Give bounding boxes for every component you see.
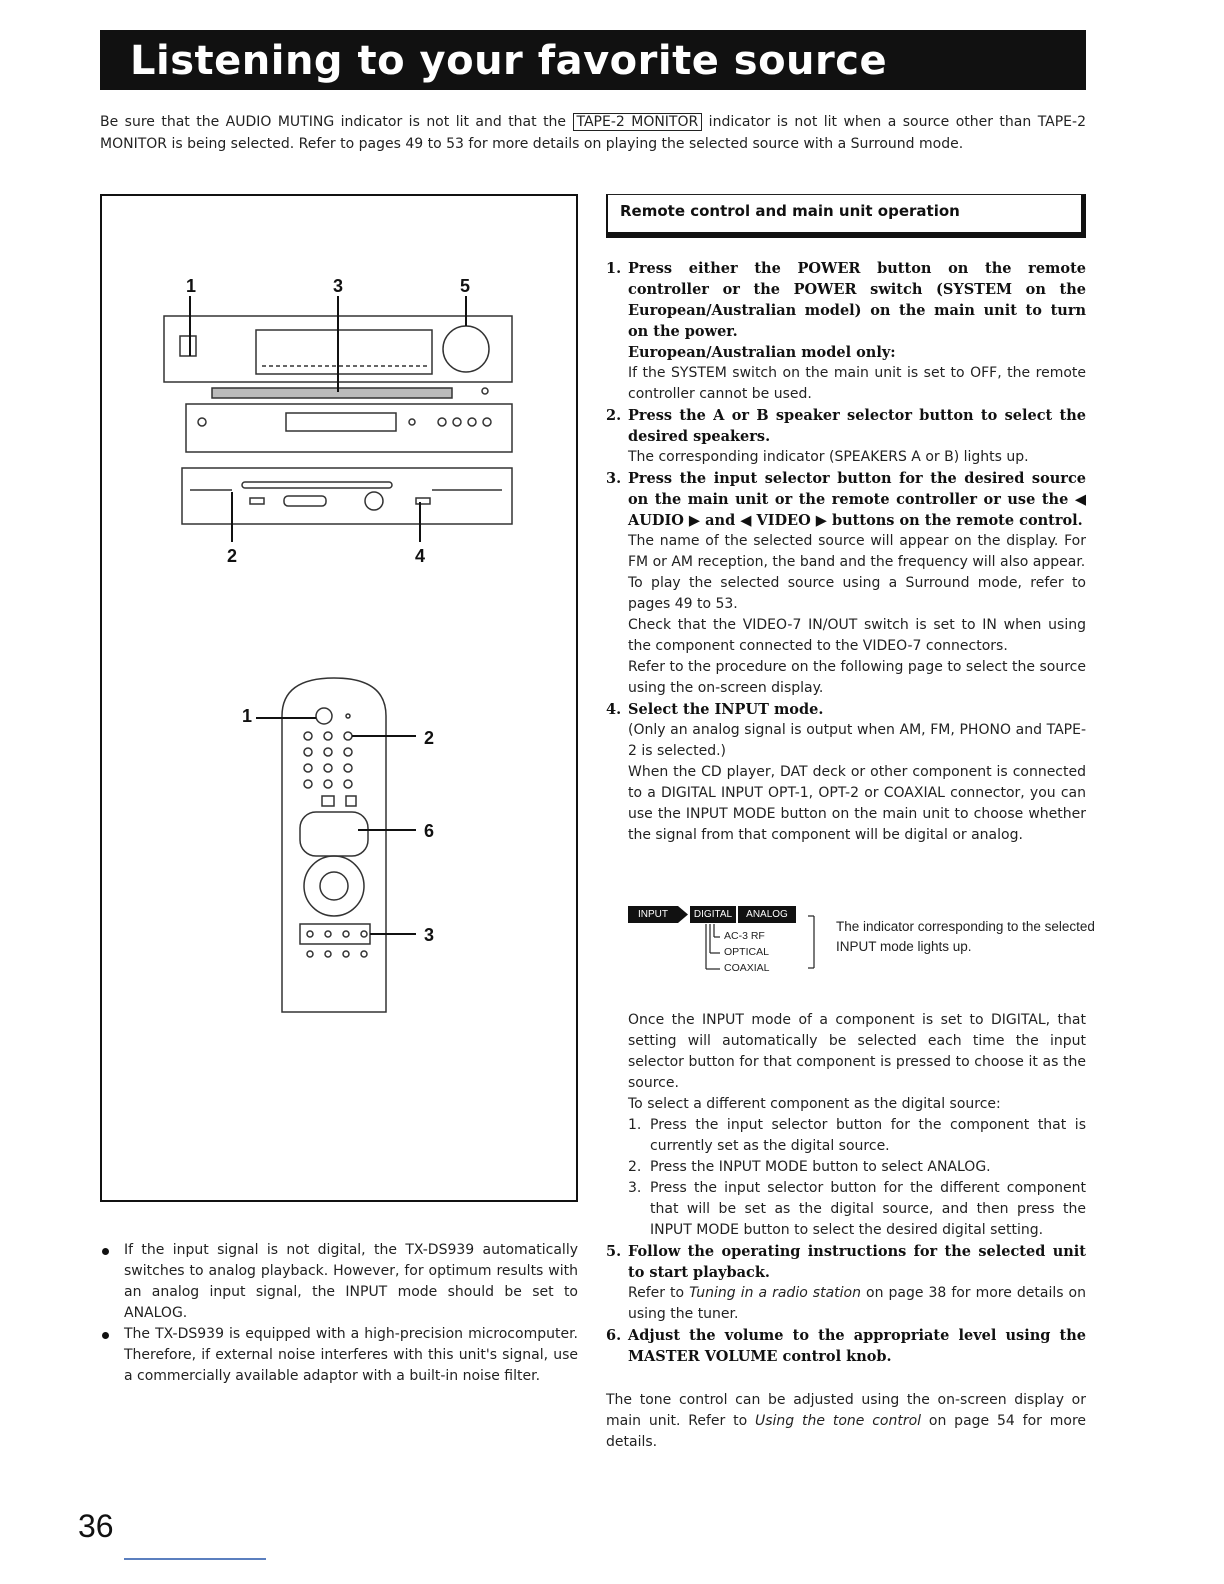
step-number: 1. <box>606 260 622 277</box>
volume-knob <box>443 326 489 372</box>
indicator-note: The indicator corresponding to the selected INPUT mode lights up. <box>836 919 1095 954</box>
step-number: 2. <box>606 407 622 424</box>
substep-text: Press the input selector button for the different component that will be set as the digital source, and then press the INPUT MODE button to select the desired digital setting. <box>650 1180 1086 1238</box>
callout-4-unit: 4 <box>415 546 426 566</box>
digital-source-intro: To select a different component as the digital source: <box>628 1096 1001 1112</box>
digital-setting-para: Once the INPUT mode of a component is set to DIGITAL, that setting will automatically be selected each time the input selector button for that component is pressed to choose it as the source. <box>628 1012 1086 1091</box>
steps-5-6 <box>606 1241 1086 1367</box>
callout-3-unit: 3 <box>333 276 344 296</box>
substep-number: 1. <box>628 1117 642 1133</box>
tuning-reference: Tuning in a radio station <box>689 1285 861 1301</box>
note-item <box>100 1324 578 1387</box>
intro-paragraph <box>100 111 1086 155</box>
bullet-dot-icon <box>102 1248 109 1255</box>
section-heading-box <box>606 194 1086 238</box>
tape2-monitor-indicator: TAPE-2 MONITOR <box>573 113 703 131</box>
step-heading: Adjust the volume to the appropriate level using the MASTER VOLUME control knob. <box>628 1327 1086 1365</box>
note-text: If the input signal is not digital, the TX-DS939 automatically switches to analog playback. However, for optimum results with an analog input signal, the INPUT mode should be set to ANALOG. <box>124 1242 578 1321</box>
callout-3-remote: 3 <box>424 925 435 945</box>
receiver-display <box>256 330 432 374</box>
step-heading: Press either the POWER button on the remote controller or the POWER switch (SYSTEM on the European/Australian model) on the main unit to turn on the power. <box>628 260 1086 340</box>
closing-text-pre: The tone control can be adjusted using the on-screen display or main unit. Refer to <box>606 1392 1086 1429</box>
step-number: 3. <box>606 470 622 487</box>
closing-paragraph <box>606 1390 1086 1453</box>
step-body: If the SYSTEM switch on the main unit is set to OFF, the remote controller cannot be used. <box>628 365 1086 402</box>
title-bar <box>100 30 1086 90</box>
step-body <box>628 1283 1086 1325</box>
remote-jog-dial <box>304 856 364 916</box>
step-4 <box>606 699 1086 846</box>
illustration-figure <box>100 194 578 1202</box>
notes-list <box>100 1240 578 1387</box>
receiver-remote-illustration <box>102 196 576 1200</box>
closing-text <box>606 1390 1086 1453</box>
step-heading: Follow the operating instructions for the selected unit to start playback. <box>628 1243 1086 1281</box>
step-number: 5. <box>606 1243 622 1260</box>
callout-2-unit: 2 <box>227 546 238 566</box>
step-body-text: on page 38 for more details on using the tuner. <box>628 1285 1086 1322</box>
step-2 <box>606 405 1086 468</box>
analog-chip: ANALOG <box>738 906 796 923</box>
step-5 <box>606 1241 1086 1325</box>
step-3 <box>606 468 1086 699</box>
remote-body <box>282 678 386 1012</box>
substep-number: 3. <box>628 1180 642 1196</box>
callout-1-unit: 1 <box>186 276 197 296</box>
step-heading: Press the input selector button for the desired source on the main unit or the remote controller or use the ◀ AUDIO ▶ and ◀ VIDEO ▶ buttons on the remote control. <box>628 470 1086 529</box>
closing-text-post: on page 54 for more details. <box>606 1413 1086 1450</box>
substep-text: Press the INPUT MODE button to select ANALOG. <box>650 1159 991 1175</box>
step-body: The name of the selected source will appear on the display. For FM or AM reception, the band and the frequency will also appear. <box>628 533 1086 570</box>
callout-5-unit: 5 <box>460 276 471 296</box>
step-heading: Select the INPUT mode. <box>628 701 824 718</box>
step-1 <box>606 258 1086 405</box>
callout-2-remote: 2 <box>424 728 435 748</box>
bullet-dot-icon <box>102 1332 109 1339</box>
step-body-text: Refer to <box>628 1285 690 1301</box>
step-number: 6. <box>606 1327 622 1344</box>
note-item <box>100 1240 578 1324</box>
step-body: When the CD player, DAT deck or other component is connected to a DIGITAL INPUT OPT-1, OPT-2 or COAXIAL connector, you can use the INPUT MODE button on the main unit to choose whether the signal from that component will be digital or analog. <box>628 764 1086 843</box>
substep-text: Press the input selector button for the component that is currently set as the digital source. <box>650 1117 1086 1154</box>
section-heading: Remote control and main unit operation <box>620 202 960 220</box>
step-body: Refer to the procedure on the following page to select the source using the on-screen display. <box>628 659 1086 696</box>
steps-list <box>606 258 1086 846</box>
step-subheading: European/Australian model only: <box>628 344 896 361</box>
substep-3 <box>628 1178 1086 1241</box>
input-chip: INPUT <box>628 906 678 923</box>
step-body: (Only an analog signal is output when AM, FM, PHONO and TAPE-2 is selected.) <box>628 722 1086 759</box>
substep-1 <box>628 1115 1086 1157</box>
step-body: To play the selected source using a Surround mode, refer to pages 49 to 53. <box>628 575 1086 612</box>
tone-control-reference: Using the tone control <box>754 1413 922 1429</box>
intro-text-1: Be sure that the AUDIO MUTING indicator is not lit and that the <box>100 114 573 130</box>
ac3-rf-label: AC-3 RF <box>724 930 765 942</box>
substep-number: 2. <box>628 1159 642 1175</box>
step-body: The corresponding indicator (SPEAKERS A or B) lights up. <box>628 449 1029 465</box>
intro-text-2: indicator is not lit when a source other than TAPE-2 MONITOR is being selected. Refer to pages 49 to 53 for more details on playing the selected source with a Surround mode. <box>100 114 1086 152</box>
receiver-lower-panel <box>186 404 512 452</box>
optical-label: OPTICAL <box>724 946 769 958</box>
footer-rule <box>124 1558 266 1560</box>
note-text: The TX-DS939 is equipped with a high-precision microcomputer. Therefore, if external noise interferes with this unit's signal, use a commercially available adaptor with a built-in noise filter. <box>124 1326 578 1384</box>
callout-1-remote: 1 <box>242 706 253 726</box>
page-title: Listening to your favorite source <box>130 38 888 84</box>
input-mode-indicator-figure <box>628 906 1095 976</box>
callout-6-remote: 6 <box>424 821 435 841</box>
step-body: Check that the VIDEO-7 IN/OUT switch is set to IN when using the component connected to the VIDEO-7 connectors. <box>628 617 1086 654</box>
step-heading: Press the A or B speaker selector button to select the desired speakers. <box>628 407 1086 445</box>
coaxial-label: COAXIAL <box>724 962 770 974</box>
step-6 <box>606 1325 1086 1367</box>
page-number: 36 <box>78 1508 114 1544</box>
step-number: 4. <box>606 701 622 718</box>
substep-2 <box>628 1157 1086 1178</box>
digital-source-section <box>628 1010 1086 1241</box>
digital-chip: DIGITAL <box>690 906 736 923</box>
